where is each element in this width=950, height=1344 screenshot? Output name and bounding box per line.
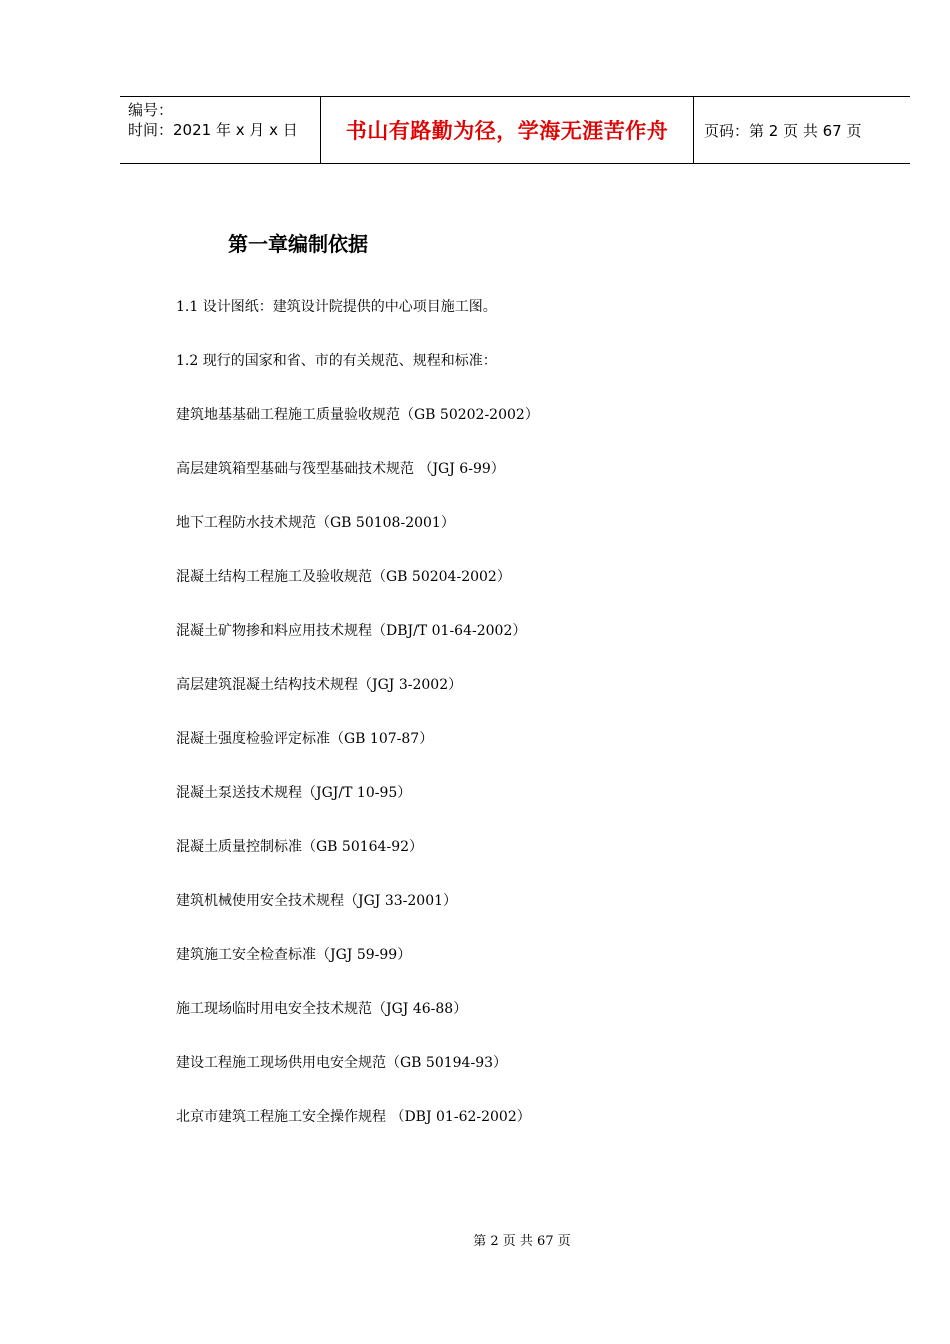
header-page-info: 页码：第 2 页 共 67 页 [704,122,862,140]
list-item: 高层建筑混凝土结构技术规程（JGJ 3-2002） [176,677,463,693]
list-item: 建设工程施工现场供用电安全规范（GB 50194-93） [176,1055,508,1071]
list-item: 建筑地基基础工程施工质量验收规范（GB 50202-2002） [176,407,539,423]
list-item: 混凝土结构工程施工及验收规范（GB 50204-2002） [176,569,511,585]
page-footer: 第 2 页 共 67 页 [473,1234,571,1249]
document-date: 时间：2021 年 x 月 x 日 [128,121,298,139]
list-item: 建筑机械使用安全技术规程（JGJ 33-2001） [176,893,458,909]
list-item: 1.1 设计图纸：建筑设计院提供的中心项目施工图。 [176,299,497,315]
header-meta-cell [120,97,321,163]
chapter-title: 第一章编制依据 [228,232,368,256]
list-item: 混凝土泵送技术规程（JGJ/T 10-95） [176,785,412,801]
list-item: 地下工程防水技术规范（GB 50108-2001） [176,515,455,531]
header-motto: 书山有路勤为径，学海无涯苦作舟 [321,97,694,163]
document-number-label: 编号： [128,101,174,119]
list-item: 施工现场临时用电安全技术规范（JGJ 46-88） [176,1001,468,1017]
reference-list [176,296,539,1160]
list-item: 1.2 现行的国家和省、市的有关规范、规程和标准： [176,353,497,369]
page-header [120,96,910,164]
list-item: 混凝土强度检验评定标准（GB 107-87） [176,731,434,747]
list-item: 高层建筑箱型基础与筏型基础技术规范 （JGJ 6-99） [176,461,505,477]
list-item: 混凝土质量控制标准（GB 50164-92） [176,839,424,855]
list-item: 混凝土矿物掺和料应用技术规程（DBJ/T 01-64-2002） [176,623,527,639]
list-item: 北京市建筑工程施工安全操作规程 （DBJ 01-62-2002） [176,1109,531,1125]
list-item: 建筑施工安全检查标准（JGJ 59-99） [176,947,412,963]
